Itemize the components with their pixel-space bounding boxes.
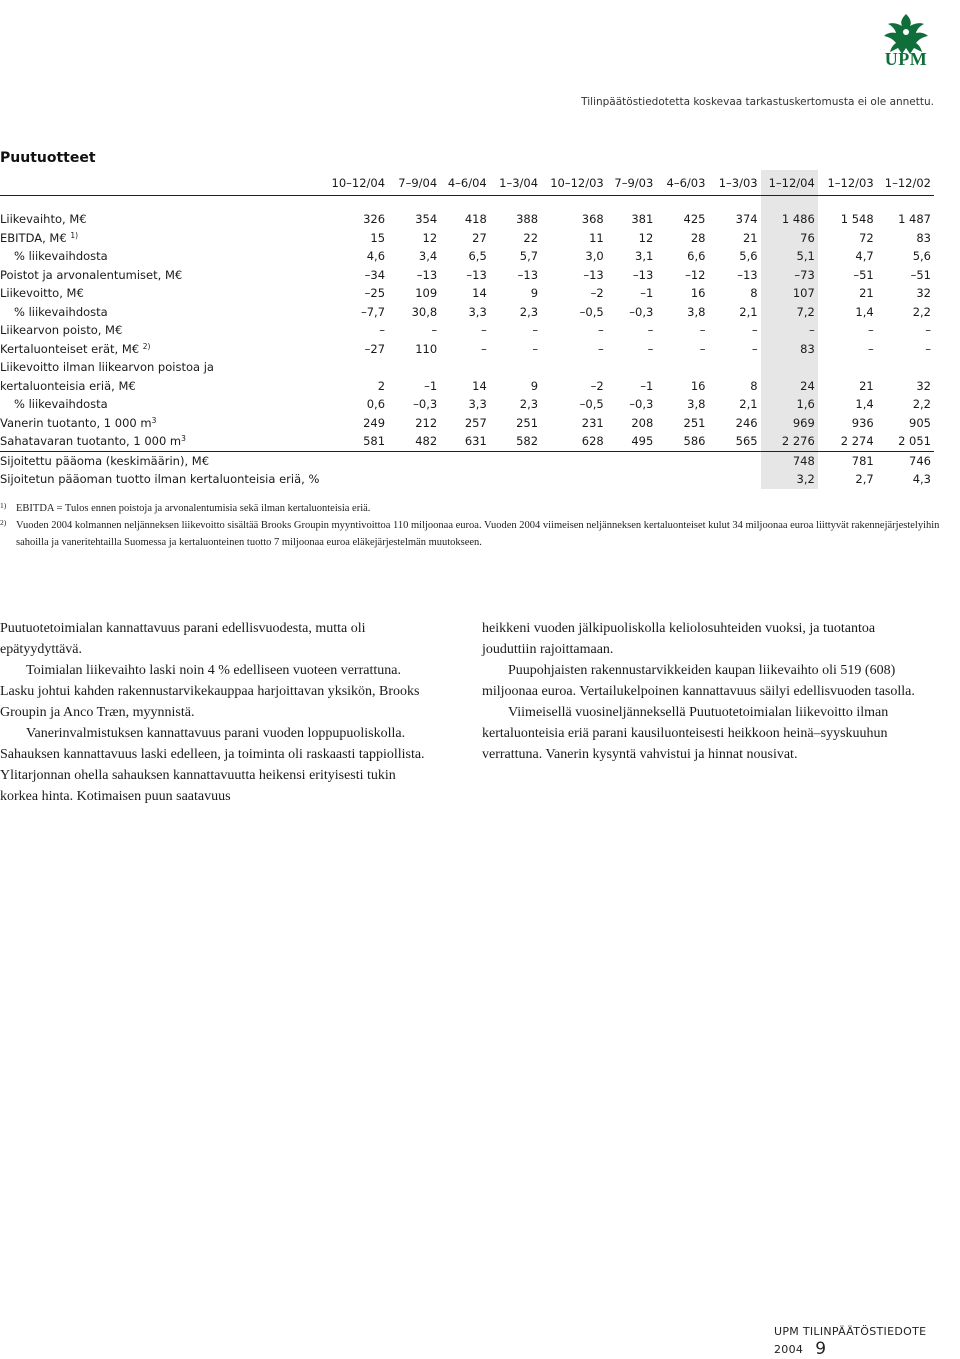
- table-cell: 388: [516, 212, 539, 227]
- table-cell: [322, 470, 388, 489]
- footnote-text: Vuoden 2004 kolmannen neljänneksen liikevoitto sisältää Brooks Groupin myyntivoittoa 110 miljoonaa euroa. Vuoden 2004 viimeisen neljänneksen kertaluonteiset kulut 34 miljoonaa euroa liittyvät rakennejärjestelyihin sahoilla ja vaneritehtailla Suomessa ja kertaluonteinen tuotto 7 miljoonaa euroa eläkejärjestelmän muutokseen.: [16, 520, 940, 548]
- table-cell: 251: [516, 415, 539, 430]
- table-cell: –: [699, 323, 706, 338]
- table-cell: 495: [631, 434, 654, 449]
- table-cell: [761, 358, 818, 377]
- table-row: [0, 358, 934, 377]
- table-header-blank: [0, 170, 322, 196]
- table-cell: –: [647, 323, 654, 338]
- table-cell: 628: [581, 434, 604, 449]
- row-label: [0, 451, 322, 470]
- table-cell: 3,1: [635, 249, 654, 264]
- col-header: 4–6/03: [656, 170, 708, 196]
- table-cell: 3,2: [761, 470, 818, 489]
- table-cell: [388, 470, 440, 489]
- table-cell: [490, 451, 541, 470]
- body-text-right-column: [482, 618, 926, 765]
- table-cell: –0,5: [579, 397, 604, 412]
- table-row: [0, 470, 934, 489]
- table-cell: [607, 358, 657, 377]
- table-cell: –: [699, 341, 706, 356]
- paragraph: Puupohjaisten rakennustarvikkeiden kaupan liikevaihto oli 519 (608) miljoonaa euroa. Vertailukelpoinen kannattavuus säilyi edellisvuoden tasolla.: [482, 663, 915, 699]
- table-cell: 251: [683, 415, 706, 430]
- table-cell: –: [597, 341, 604, 356]
- table-cell: [490, 358, 541, 377]
- table-cell: –: [867, 341, 874, 356]
- table-cell: 2 276: [761, 432, 818, 451]
- table-cell: [322, 358, 388, 377]
- upm-logo-text: UPM: [884, 49, 928, 69]
- table-cell: 28: [690, 230, 706, 245]
- table-cell: 249: [363, 415, 386, 430]
- table-cell: 107: [761, 284, 818, 303]
- table-cell: 781: [818, 451, 877, 470]
- table-cell: 27: [472, 230, 487, 245]
- table-cell: 16: [690, 378, 706, 393]
- table-cell: [708, 470, 760, 489]
- table-cell: 4,6: [366, 249, 386, 264]
- table-cell: –13: [466, 267, 487, 282]
- table-cell: –27: [364, 341, 386, 356]
- footnote-mark: 1): [0, 501, 7, 510]
- row-label: [0, 377, 322, 396]
- row-label: [0, 266, 322, 285]
- table-cell: –: [481, 323, 487, 338]
- table-cell: 0,6: [366, 397, 386, 412]
- table-cell: [440, 451, 490, 470]
- row-label-text: Sijoitettu pääoma (keskimäärin), M€: [0, 453, 210, 468]
- footnote-mark: 2): [0, 518, 7, 527]
- table-cell: [708, 451, 760, 470]
- table-cell: 83: [916, 230, 931, 245]
- table-cell: 4,3: [912, 472, 931, 487]
- table-cell: 368: [581, 212, 604, 227]
- table-cell: –25: [364, 286, 386, 301]
- row-label: [0, 321, 322, 340]
- table-cell: –2: [590, 286, 604, 301]
- table-cell: 9: [530, 286, 539, 301]
- table-cell: –13: [583, 267, 604, 282]
- table-cell: 326: [363, 212, 386, 227]
- table-cell: 425: [683, 212, 706, 227]
- table-cell: 6,6: [687, 249, 706, 264]
- table-cell: [440, 358, 490, 377]
- audit-note: Tilinpäätöstiedotetta koskevaa tarkastuskertomusta ei ole annettu.: [581, 96, 934, 108]
- paragraph: Toimialan liikevaihto laski noin 4 % edelliseen vuoteen verrattuna. Lasku johtui kahden rakennustarvikekauppaa harjoittavan yksikön, Brooks Groupin ja Anco Træn, myynnistä.: [0, 663, 420, 720]
- table-cell: –7,7: [360, 304, 386, 319]
- table-cell: 5,7: [519, 249, 539, 264]
- row-label: [0, 358, 322, 377]
- table-cell: –1: [640, 378, 654, 393]
- table-cell: 1,6: [761, 395, 818, 414]
- table-cell: [541, 470, 607, 489]
- table-row: [0, 377, 934, 396]
- table-cell: 3,3: [468, 304, 487, 319]
- table-cell: [818, 358, 877, 377]
- table-cell: 2,7: [855, 472, 874, 487]
- table-cell: –: [532, 323, 539, 338]
- table-cell: –: [751, 341, 758, 356]
- table-cell: 5,6: [739, 249, 758, 264]
- table-cell: –0,3: [629, 397, 654, 412]
- table-cell: [541, 358, 607, 377]
- table-cell: –0,3: [413, 397, 438, 412]
- table-row: [0, 340, 934, 359]
- row-label: [0, 414, 322, 433]
- table-cell: 14: [472, 378, 487, 393]
- col-header: 7–9/03: [607, 170, 657, 196]
- table-cell: 110: [415, 341, 438, 356]
- row-label-text: Sijoitetun pääoman tuotto ilman kertaluonteisia eriä, %: [0, 472, 320, 487]
- row-label-text: % liikevaihdosta: [14, 304, 108, 319]
- table-cell: [388, 358, 440, 377]
- row-label: [0, 340, 322, 359]
- table-cell: 2: [377, 378, 386, 393]
- table-cell: 1,4: [855, 304, 874, 319]
- table-cell: 109: [415, 286, 438, 301]
- table-cell: –: [481, 341, 487, 356]
- footnote: [0, 517, 940, 551]
- row-label: [0, 395, 322, 414]
- paragraph: Vanerinvalmistuksen kannattavuus parani vuoden loppupuoliskolla. Sahauksen kannattavuus laski edelleen, ja toiminta oli raskaasti tappiollista. Ylitarjonnan ohella sahauksen kannattavuutta heikensi erityisesti tukin korkea hinta. Kotimaisen puun saatavuus: [0, 726, 425, 804]
- paragraph: heikkeni vuoden jälkipuoliskolla keliolosuhteiden vuoksi, ja tuotantoa jouduttiin rajoittamaan.: [482, 621, 876, 657]
- table-row: [0, 395, 934, 414]
- table-cell: –: [925, 341, 931, 356]
- table-cell: [541, 451, 607, 470]
- table-cell: 586: [683, 434, 706, 449]
- table-cell: –: [647, 341, 654, 356]
- table-cell: 21: [859, 378, 874, 393]
- table-cell: –13: [737, 267, 758, 282]
- table-cell: 83: [761, 340, 818, 359]
- table-cell: 969: [761, 414, 818, 433]
- table-cell: 581: [363, 434, 386, 449]
- col-header: 1–12/04: [761, 170, 818, 196]
- table-cell: –13: [632, 267, 654, 282]
- table-cell: 3,8: [687, 304, 706, 319]
- table-cell: 1 487: [898, 212, 931, 227]
- table-cell: –: [532, 341, 539, 356]
- row-label: [0, 432, 322, 451]
- table-cell: 5,6: [912, 249, 931, 264]
- col-header: 10–12/04: [322, 170, 388, 196]
- table-cell: 22: [523, 230, 539, 245]
- table-cell: 381: [631, 212, 654, 227]
- table-cell: 2,2: [912, 397, 931, 412]
- row-label: [0, 303, 322, 322]
- table-cell: [656, 358, 708, 377]
- row-label-text: Liikevoitto, M€: [0, 286, 84, 301]
- table-cell: –: [867, 323, 874, 338]
- col-header: 4–6/04: [440, 170, 490, 196]
- table-cell: –: [431, 323, 438, 338]
- row-label-text: Sahatavaran tuotanto, 1 000 m: [0, 434, 182, 449]
- table-cell: [877, 358, 934, 377]
- row-label-text: % liikevaihdosta: [14, 249, 108, 264]
- table-row: [0, 321, 934, 340]
- footer-label: UPM TILINPÄÄTÖSTIEDOTE 2004: [774, 1325, 927, 1356]
- table-cell: 12: [638, 230, 654, 245]
- table-cell: –2: [590, 378, 604, 393]
- col-header: 1–3/04: [490, 170, 541, 196]
- table-cell: [440, 470, 490, 489]
- row-label: [0, 470, 322, 489]
- table-cell: 565: [735, 434, 758, 449]
- table-cell: 21: [859, 286, 874, 301]
- table-cell: [388, 451, 440, 470]
- row-label-text: EBITDA, M€: [0, 230, 67, 245]
- table-cell: 15: [370, 230, 386, 245]
- page-footer: [774, 1325, 960, 1358]
- table-cell: 905: [909, 415, 931, 430]
- table-cell: 3,8: [687, 397, 706, 412]
- paragraph: Viimeisellä vuosineljänneksellä Puutuotetoimialan liikevoitto ilman kertaluonteisia eriä parani kausiluonteisesti heikkoon heinä–syyskuuhun verrattuna. Vanerin kysyntä vahvistui ja hinnat nousivat.: [482, 705, 889, 762]
- table-cell: 354: [415, 212, 438, 227]
- table-cell: 3,4: [418, 249, 438, 264]
- table-cell: 748: [761, 451, 818, 470]
- footnotes: [0, 500, 940, 551]
- table-cell: 746: [877, 451, 934, 470]
- table-row: [0, 284, 934, 303]
- row-label-text: kertaluonteisia eriä, M€: [0, 378, 136, 393]
- table-cell: 2 051: [898, 434, 931, 449]
- row-label-text: Liikevaihto, M€: [0, 212, 87, 227]
- col-header: 7–9/04: [388, 170, 440, 196]
- table-cell: 482: [415, 434, 438, 449]
- table-cell: 1 548: [840, 212, 874, 227]
- table-cell: [490, 470, 541, 489]
- table-cell: –: [751, 323, 758, 338]
- table-row: [0, 432, 934, 451]
- table-cell: –: [597, 323, 604, 338]
- row-label-sup: 1): [70, 230, 79, 240]
- table-cell: –1: [640, 286, 654, 301]
- col-header: 1–12/03: [818, 170, 877, 196]
- table-cell: –13: [517, 267, 539, 282]
- table-row: [0, 266, 934, 285]
- footnote: [0, 500, 940, 517]
- table-cell: 2,1: [739, 304, 758, 319]
- table-cell: 257: [464, 415, 487, 430]
- table-cell: 30,8: [411, 304, 438, 319]
- table-cell: 14: [472, 286, 487, 301]
- col-header: 10–12/03: [541, 170, 607, 196]
- table-cell: –0,5: [579, 304, 604, 319]
- row-label-text: Vanerin tuotanto, 1 000 m: [0, 415, 152, 430]
- table-cell: –51: [910, 267, 931, 282]
- table-cell: 21: [742, 230, 758, 245]
- table-cell: 3,0: [585, 249, 604, 264]
- table-cell: 7,2: [761, 303, 818, 322]
- table-cell: 3,3: [468, 397, 487, 412]
- table-cell: –: [925, 323, 931, 338]
- row-label-text: Liikearvon poisto, M€: [0, 323, 123, 338]
- footnote-text: EBITDA = Tulos ennen poistoja ja arvonalentumisia sekä ilman kertaluonteisia eriä.: [16, 503, 371, 514]
- table-cell: 1,4: [855, 397, 874, 412]
- row-label: [0, 210, 322, 229]
- table-cell: 12: [422, 230, 438, 245]
- table-cell: 2 274: [840, 434, 874, 449]
- table-row: [0, 229, 934, 248]
- table-cell: [656, 470, 708, 489]
- paragraph: Puutuotetoimialan kannattavuus parani edellisvuodesta, mutta oli epätyydyttävä.: [0, 621, 366, 657]
- table-row: [0, 414, 934, 433]
- table-cell: –12: [685, 267, 706, 282]
- table-cell: 212: [415, 415, 438, 430]
- table-cell: 582: [516, 434, 539, 449]
- table-cell: –1: [424, 378, 438, 393]
- row-label-text: Liikevoitto ilman liikearvon poistoa ja: [0, 360, 214, 375]
- table-cell: 5,1: [761, 247, 818, 266]
- table-cell: 8: [750, 378, 758, 393]
- table-cell: –13: [416, 267, 438, 282]
- col-header: 1–3/03: [708, 170, 760, 196]
- financial-table: [0, 170, 934, 489]
- table-row: [0, 247, 934, 266]
- table-cell: 4,7: [855, 249, 874, 264]
- table-cell: 246: [735, 415, 758, 430]
- table-cell: 2,1: [739, 397, 758, 412]
- table-cell: 9: [530, 378, 539, 393]
- row-label-text: % liikevaihdosta: [14, 397, 108, 412]
- table-cell: [607, 470, 657, 489]
- table-cell: 72: [859, 230, 874, 245]
- table-cell: –: [379, 323, 386, 338]
- table-cell: 231: [581, 415, 604, 430]
- col-header: 1–12/02: [877, 170, 934, 196]
- table-row: [0, 451, 934, 470]
- table-row: [0, 210, 934, 229]
- table-cell: 11: [589, 230, 604, 245]
- table-cell: 374: [735, 212, 758, 227]
- table-spacer: [0, 196, 934, 211]
- row-label-text: Poistot ja arvonalentumiset, M€: [0, 267, 183, 282]
- table-cell: 32: [916, 378, 931, 393]
- table-cell: 2,3: [519, 304, 539, 319]
- table-cell: 2,3: [519, 397, 539, 412]
- table-cell: [708, 358, 760, 377]
- page-number: 9: [815, 1339, 827, 1359]
- table-row: [0, 303, 934, 322]
- table-cell: –73: [761, 266, 818, 285]
- table-cell: 8: [750, 286, 758, 301]
- table-cell: 16: [690, 286, 706, 301]
- table-cell: 631: [464, 434, 487, 449]
- table-cell: 2,2: [912, 304, 931, 319]
- table-cell: 76: [761, 229, 818, 248]
- table-cell: –51: [853, 267, 874, 282]
- row-label: [0, 284, 322, 303]
- table-cell: –: [761, 321, 818, 340]
- row-label-sup: 3: [181, 434, 186, 444]
- row-label: [0, 247, 322, 266]
- row-label-sup: 2): [142, 341, 151, 351]
- table-cell: 208: [631, 415, 654, 430]
- table-cell: 418: [464, 212, 487, 227]
- row-label-text: Kertaluonteiset erät, M€: [0, 341, 140, 356]
- table-cell: 24: [761, 377, 818, 396]
- table-cell: [656, 451, 708, 470]
- table-cell: 6,5: [468, 249, 487, 264]
- table-header-row: [0, 170, 934, 196]
- table-cell: [322, 451, 388, 470]
- row-label: [0, 229, 322, 248]
- table-cell: –0,3: [629, 304, 654, 319]
- table-cell: 32: [916, 286, 931, 301]
- table-cell: –34: [364, 267, 386, 282]
- row-label-sup: 3: [151, 415, 157, 425]
- body-text-left-column: [0, 618, 432, 807]
- table-cell: [607, 451, 657, 470]
- table-cell: 1 486: [761, 210, 818, 229]
- section-title: Puutuotteet: [0, 150, 96, 166]
- table-cell: 936: [851, 415, 874, 430]
